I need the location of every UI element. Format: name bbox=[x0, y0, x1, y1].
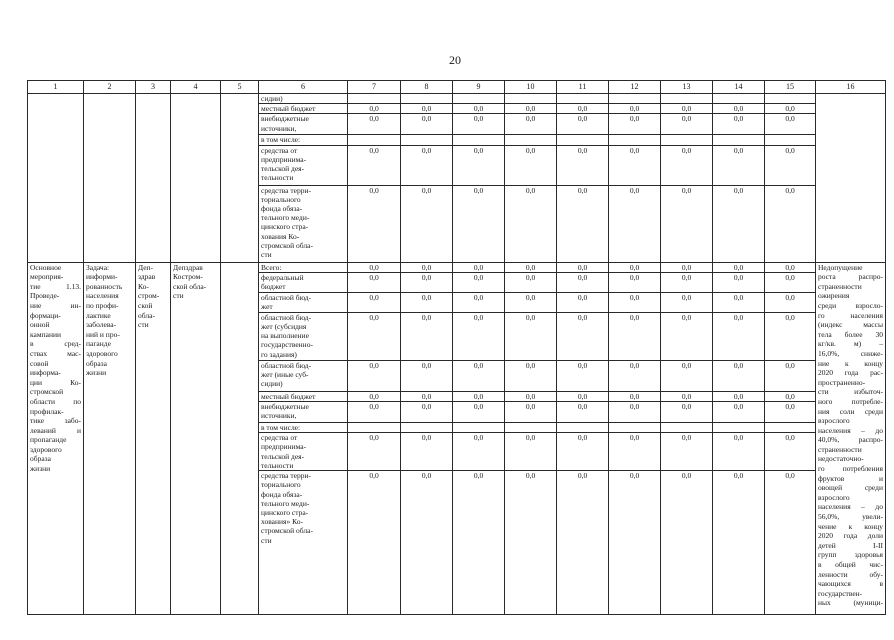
column-number-header: 16 bbox=[816, 81, 886, 94]
amount-cell: 0,0 bbox=[609, 145, 661, 185]
amount-cell: 0,0 bbox=[453, 433, 505, 471]
amount-cell: 0,0 bbox=[453, 402, 505, 423]
co-executor-cell: Депздрав Костром- ской обла- сти bbox=[171, 262, 221, 615]
amount-cell: 0,0 bbox=[505, 402, 557, 423]
budget-table bbox=[27, 80, 886, 615]
funding-source-label: средства от предпринима- тельской дея- тельности bbox=[259, 433, 348, 471]
column-number-header: 11 bbox=[557, 81, 609, 94]
amount-cell: 0,0 bbox=[557, 360, 609, 391]
column-number-header: 8 bbox=[401, 81, 453, 94]
amount-cell: 0,0 bbox=[557, 391, 609, 401]
expected-result-cell bbox=[816, 94, 886, 263]
amount-cell: 0,0 bbox=[348, 145, 401, 185]
amount-cell: 0,0 bbox=[401, 391, 453, 401]
funding-source-label: внебюджетные источники, bbox=[259, 402, 348, 423]
amount-cell: 0,0 bbox=[609, 272, 661, 292]
column-number-header: 14 bbox=[713, 81, 765, 94]
funding-source-label: областной бюд- жет bbox=[259, 292, 348, 312]
amount-cell: 0,0 bbox=[557, 104, 609, 114]
amount-cell bbox=[609, 135, 661, 145]
amount-cell: 0,0 bbox=[713, 185, 765, 262]
amount-cell bbox=[401, 135, 453, 145]
amount-cell: 0,0 bbox=[505, 262, 557, 272]
amount-cell bbox=[401, 94, 453, 104]
amount-cell: 0,0 bbox=[557, 114, 609, 135]
amount-cell: 0,0 bbox=[348, 104, 401, 114]
amount-cell: 0,0 bbox=[453, 292, 505, 312]
funding-source-label: областной бюд- жет (субсидия на выполнение государственно- го задания) bbox=[259, 312, 348, 360]
amount-cell: 0,0 bbox=[557, 145, 609, 185]
amount-cell: 0,0 bbox=[348, 292, 401, 312]
amount-cell: 0,0 bbox=[401, 104, 453, 114]
funding-source-label: в том числе: bbox=[259, 423, 348, 433]
amount-cell: 0,0 bbox=[348, 312, 401, 360]
amount-cell: 0,0 bbox=[765, 104, 816, 114]
amount-cell: 0,0 bbox=[661, 145, 713, 185]
amount-cell bbox=[348, 135, 401, 145]
amount-cell: 0,0 bbox=[765, 312, 816, 360]
amount-cell: 0,0 bbox=[348, 272, 401, 292]
amount-cell: 0,0 bbox=[557, 262, 609, 272]
table-row bbox=[28, 262, 886, 272]
amount-cell: 0,0 bbox=[557, 471, 609, 615]
amount-cell bbox=[713, 94, 765, 104]
co-executor-cell bbox=[171, 94, 221, 263]
amount-cell: 0,0 bbox=[713, 145, 765, 185]
amount-cell: 0,0 bbox=[453, 272, 505, 292]
amount-cell: 0,0 bbox=[557, 312, 609, 360]
amount-cell: 0,0 bbox=[348, 391, 401, 401]
column-number-header: 3 bbox=[136, 81, 171, 94]
amount-cell: 0,0 bbox=[505, 471, 557, 615]
amount-cell: 0,0 bbox=[713, 360, 765, 391]
amount-cell: 0,0 bbox=[401, 292, 453, 312]
amount-cell bbox=[609, 94, 661, 104]
funding-source-label: областной бюд- жет (иные суб- сидии) bbox=[259, 360, 348, 391]
amount-cell: 0,0 bbox=[661, 312, 713, 360]
funding-source-label: местный бюджет bbox=[259, 104, 348, 114]
amount-cell: 0,0 bbox=[713, 262, 765, 272]
column-number-row bbox=[28, 81, 886, 94]
amount-cell: 0,0 bbox=[453, 262, 505, 272]
amount-cell: 0,0 bbox=[713, 433, 765, 471]
column-number-header: 15 bbox=[765, 81, 816, 94]
amount-cell bbox=[557, 423, 609, 433]
amount-cell: 0,0 bbox=[713, 104, 765, 114]
amount-cell: 0,0 bbox=[557, 292, 609, 312]
amount-cell bbox=[557, 135, 609, 145]
amount-cell: 0,0 bbox=[661, 262, 713, 272]
amount-cell bbox=[765, 94, 816, 104]
amount-cell: 0,0 bbox=[453, 312, 505, 360]
participant-cell bbox=[221, 94, 259, 263]
amount-cell: 0,0 bbox=[609, 391, 661, 401]
amount-cell: 0,0 bbox=[505, 114, 557, 135]
amount-cell bbox=[661, 94, 713, 104]
amount-cell: 0,0 bbox=[505, 104, 557, 114]
amount-cell: 0,0 bbox=[609, 402, 661, 423]
participant-cell bbox=[221, 262, 259, 615]
funding-source-label: средства терри- ториального фонда обяза- тельного меди- цинского стра- хования» Ко- стромской обла- сти bbox=[259, 471, 348, 615]
amount-cell: 0,0 bbox=[609, 104, 661, 114]
page-number: 20 bbox=[449, 53, 461, 67]
amount-cell: 0,0 bbox=[505, 272, 557, 292]
amount-cell bbox=[609, 423, 661, 433]
column-number-header: 7 bbox=[348, 81, 401, 94]
amount-cell: 0,0 bbox=[401, 402, 453, 423]
amount-cell: 0,0 bbox=[661, 292, 713, 312]
responsible-executor-cell: Деп- здрав Ко- стром- ской обла- сти bbox=[136, 262, 171, 615]
amount-cell: 0,0 bbox=[557, 272, 609, 292]
measure-name-cell: Основное мероприя- тие 1.13. Проведе- ние ин- формаци- онной кампании в сред- ствах мас- совой информа- ции Ко- стромской области по профилак- тике забо- леваний и пропаганде здорового образа жизни bbox=[28, 262, 84, 615]
amount-cell: 0,0 bbox=[713, 471, 765, 615]
amount-cell: 0,0 bbox=[765, 402, 816, 423]
amount-cell bbox=[661, 423, 713, 433]
column-number-header: 9 bbox=[453, 81, 505, 94]
column-number-header: 10 bbox=[505, 81, 557, 94]
funding-source-label: средства терри- ториального фонда обяза- тельного меди- цинского стра- хования Ко- стромской обла- сти bbox=[259, 185, 348, 262]
amount-cell: 0,0 bbox=[661, 272, 713, 292]
amount-cell: 0,0 bbox=[401, 471, 453, 615]
funding-source-label: средства от предпринима- тельской дея- тельности bbox=[259, 145, 348, 185]
amount-cell: 0,0 bbox=[453, 104, 505, 114]
amount-cell bbox=[557, 94, 609, 104]
amount-cell: 0,0 bbox=[661, 391, 713, 401]
amount-cell: 0,0 bbox=[661, 114, 713, 135]
amount-cell: 0,0 bbox=[348, 262, 401, 272]
amount-cell: 0,0 bbox=[765, 272, 816, 292]
amount-cell: 0,0 bbox=[765, 433, 816, 471]
funding-source-label: сидии) bbox=[259, 94, 348, 104]
amount-cell: 0,0 bbox=[609, 114, 661, 135]
amount-cell: 0,0 bbox=[348, 114, 401, 135]
amount-cell: 0,0 bbox=[661, 433, 713, 471]
amount-cell: 0,0 bbox=[401, 185, 453, 262]
amount-cell: 0,0 bbox=[348, 185, 401, 262]
amount-cell: 0,0 bbox=[713, 391, 765, 401]
amount-cell bbox=[505, 94, 557, 104]
amount-cell bbox=[661, 135, 713, 145]
amount-cell: 0,0 bbox=[453, 145, 505, 185]
amount-cell bbox=[713, 423, 765, 433]
amount-cell: 0,0 bbox=[557, 402, 609, 423]
amount-cell: 0,0 bbox=[401, 114, 453, 135]
amount-cell: 0,0 bbox=[661, 402, 713, 423]
amount-cell: 0,0 bbox=[505, 391, 557, 401]
column-number-header: 5 bbox=[221, 81, 259, 94]
column-number-header: 12 bbox=[609, 81, 661, 94]
amount-cell: 0,0 bbox=[401, 272, 453, 292]
amount-cell bbox=[713, 135, 765, 145]
amount-cell: 0,0 bbox=[401, 262, 453, 272]
amount-cell bbox=[505, 423, 557, 433]
column-number-header: 4 bbox=[171, 81, 221, 94]
amount-cell: 0,0 bbox=[348, 433, 401, 471]
amount-cell: 0,0 bbox=[609, 292, 661, 312]
amount-cell: 0,0 bbox=[765, 114, 816, 135]
column-number-header: 1 bbox=[28, 81, 84, 94]
amount-cell: 0,0 bbox=[348, 360, 401, 391]
amount-cell: 0,0 bbox=[348, 471, 401, 615]
amount-cell: 0,0 bbox=[765, 471, 816, 615]
amount-cell bbox=[453, 423, 505, 433]
amount-cell: 0,0 bbox=[713, 402, 765, 423]
amount-cell bbox=[401, 423, 453, 433]
amount-cell: 0,0 bbox=[609, 433, 661, 471]
amount-cell: 0,0 bbox=[661, 104, 713, 114]
amount-cell bbox=[765, 135, 816, 145]
amount-cell: 0,0 bbox=[661, 471, 713, 615]
amount-cell: 0,0 bbox=[765, 360, 816, 391]
amount-cell: 0,0 bbox=[453, 391, 505, 401]
funding-source-label: местный бюджет bbox=[259, 391, 348, 401]
amount-cell: 0,0 bbox=[765, 262, 816, 272]
table-body bbox=[28, 94, 886, 615]
amount-cell: 0,0 bbox=[401, 360, 453, 391]
amount-cell: 0,0 bbox=[505, 185, 557, 262]
amount-cell: 0,0 bbox=[453, 471, 505, 615]
amount-cell: 0,0 bbox=[505, 145, 557, 185]
amount-cell: 0,0 bbox=[765, 145, 816, 185]
amount-cell: 0,0 bbox=[661, 360, 713, 391]
amount-cell: 0,0 bbox=[505, 312, 557, 360]
funding-source-label: федеральный бюджет bbox=[259, 272, 348, 292]
amount-cell bbox=[505, 135, 557, 145]
amount-cell: 0,0 bbox=[453, 360, 505, 391]
amount-cell: 0,0 bbox=[453, 185, 505, 262]
amount-cell: 0,0 bbox=[505, 292, 557, 312]
funding-source-label: внебюджетные источники, bbox=[259, 114, 348, 135]
amount-cell: 0,0 bbox=[713, 292, 765, 312]
amount-cell: 0,0 bbox=[401, 145, 453, 185]
amount-cell: 0,0 bbox=[609, 312, 661, 360]
responsible-executor-cell bbox=[136, 94, 171, 263]
amount-cell: 0,0 bbox=[401, 312, 453, 360]
table-row bbox=[28, 94, 886, 104]
amount-cell: 0,0 bbox=[505, 360, 557, 391]
amount-cell: 0,0 bbox=[557, 433, 609, 471]
amount-cell: 0,0 bbox=[661, 185, 713, 262]
amount-cell: 0,0 bbox=[765, 391, 816, 401]
funding-source-label: в том числе: bbox=[259, 135, 348, 145]
measure-name-cell bbox=[28, 94, 84, 263]
amount-cell: 0,0 bbox=[609, 185, 661, 262]
amount-cell bbox=[765, 423, 816, 433]
amount-cell: 0,0 bbox=[401, 433, 453, 471]
amount-cell: 0,0 bbox=[453, 114, 505, 135]
amount-cell bbox=[348, 94, 401, 104]
task-cell: Задача: информи- рованность населения по профи- лактике заболева- ний и про- паганде здорового образа жизни bbox=[84, 262, 136, 615]
task-cell bbox=[84, 94, 136, 263]
amount-cell: 0,0 bbox=[505, 433, 557, 471]
amount-cell: 0,0 bbox=[765, 292, 816, 312]
amount-cell: 0,0 bbox=[609, 360, 661, 391]
amount-cell: 0,0 bbox=[713, 272, 765, 292]
amount-cell: 0,0 bbox=[713, 114, 765, 135]
amount-cell: 0,0 bbox=[348, 402, 401, 423]
amount-cell bbox=[453, 94, 505, 104]
amount-cell: 0,0 bbox=[609, 262, 661, 272]
amount-cell bbox=[453, 135, 505, 145]
expected-result-cell: Недопущение роста распро- страненности ожирения среди взросло- го населения (индекс массы тела более 30 кг/кв. м) – 16,0%, сниже- ние к концу 2020 года рас- пространенно- сти избыточ- ного потребле- ния соли среди взрослого населения – до 40,0%, распро- страненности недостаточно- го потребления фруктов и овощей среди взрослого населения – до 56,0%, увели- чение к концу 2020 года доли детей I-II групп здоровья в общей чис- ленности обу- чающихся в государствен- ных (муници- bbox=[816, 262, 886, 615]
column-number-header: 2 bbox=[84, 81, 136, 94]
column-number-header: 13 bbox=[661, 81, 713, 94]
column-number-header: 6 bbox=[259, 81, 348, 94]
amount-cell: 0,0 bbox=[713, 312, 765, 360]
amount-cell bbox=[348, 423, 401, 433]
amount-cell: 0,0 bbox=[609, 471, 661, 615]
amount-cell: 0,0 bbox=[557, 185, 609, 262]
funding-source-label: Всего: bbox=[259, 262, 348, 272]
amount-cell: 0,0 bbox=[765, 185, 816, 262]
